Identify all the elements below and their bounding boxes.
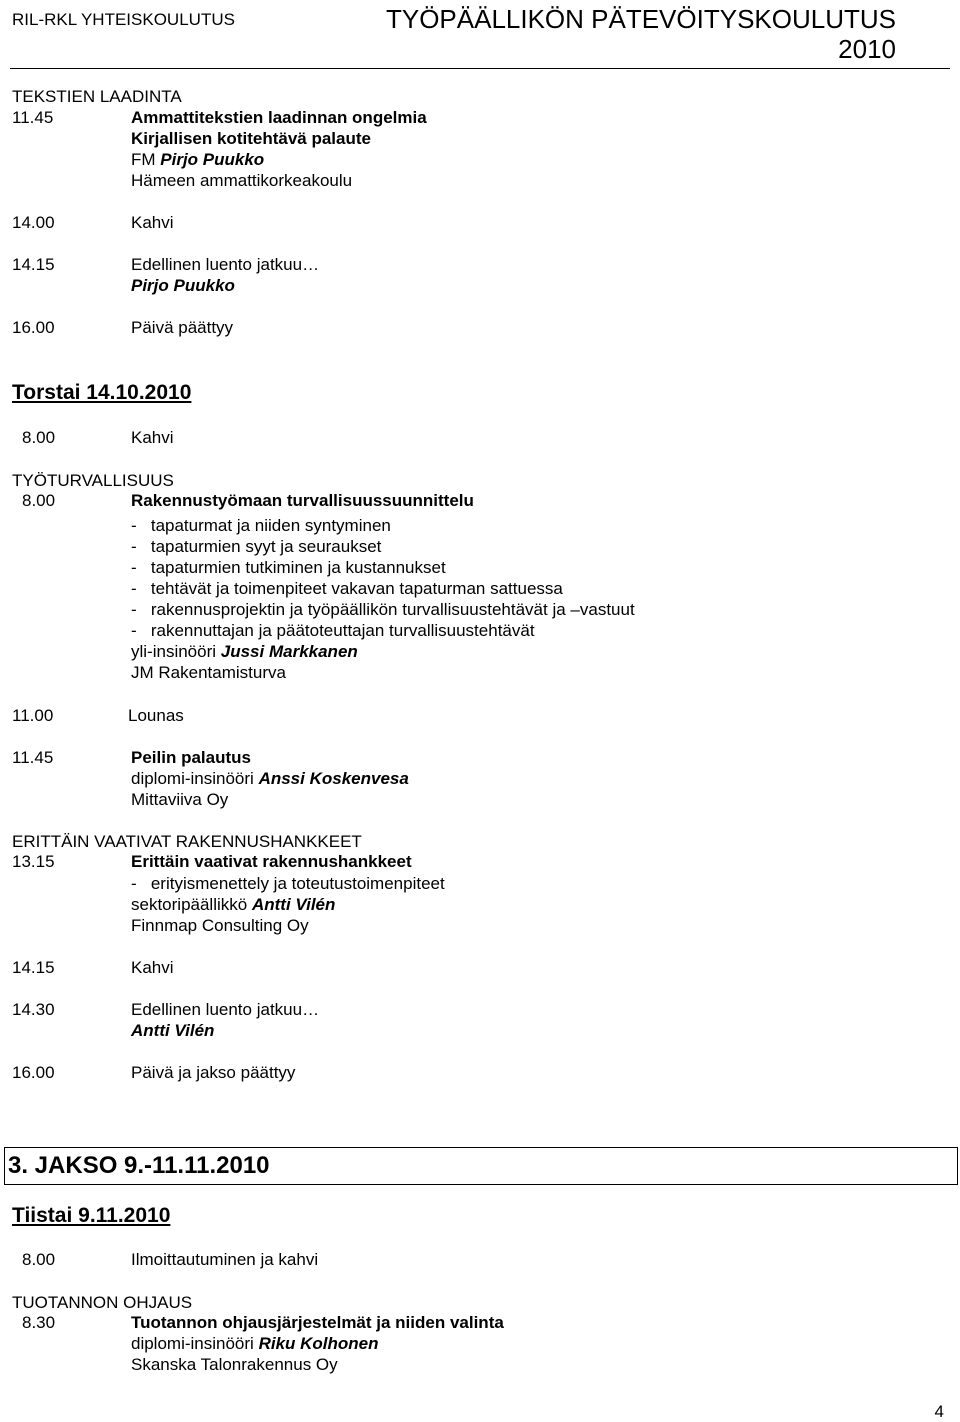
speaker-name: Pirjo Puukko [160, 150, 265, 169]
time-1600: 16.00 [12, 1063, 55, 1082]
time-830: 8.30 [22, 1313, 56, 1332]
section-tuotannon-ohjaus: TUOTANNON OHJAUS [12, 1293, 193, 1312]
agenda-item: Lounas [128, 706, 184, 725]
speaker-line [131, 149, 264, 170]
bullet-item: - tapaturmien tutkiminen ja kustannukset [131, 558, 446, 577]
agenda-item: Ilmoittautuminen ja kahvi [131, 1250, 319, 1269]
day-heading: Tiistai 9.11.2010 [12, 1204, 171, 1227]
speaker-name: Anssi Koskenvesa [258, 769, 409, 788]
speaker-name: Jussi Markkanen [220, 642, 358, 661]
speaker-org: JM Rakentamisturva [131, 663, 286, 682]
time-1415: 14.15 [12, 255, 55, 274]
section-tyoturvallisuus: TYÖTURVALLISUUS [12, 471, 174, 490]
agenda-item: Kahvi [131, 213, 174, 232]
time-1145: 11.45 [12, 108, 54, 127]
jakso-heading: 3. JAKSO 9.-11.11.2010 [8, 1152, 270, 1179]
speaker-line [131, 641, 358, 662]
header-title: TYÖPÄÄLLIKÖN PÄTEVÖITYSKOULUTUS [385, 4, 896, 34]
session-title: Rakennustyömaan turvallisuussuunnittelu [131, 491, 474, 510]
agenda-item: Päivä ja jakso päättyy [131, 1063, 296, 1082]
header-year: 2010 [838, 34, 896, 64]
time-1315: 13.15 [12, 852, 55, 871]
bullet-item: - rakennusprojektin ja työpäällikön turvallisuustehtävät ja –vastuut [131, 600, 635, 619]
speaker-org: Mittaviiva Oy [131, 790, 229, 809]
time-1400: 14.00 [12, 213, 55, 232]
speaker-name: Antti Vilén [131, 1021, 215, 1040]
speaker-org: Skanska Talonrakennus Oy [131, 1355, 338, 1374]
day-heading: Torstai 14.10.2010 [12, 381, 192, 404]
session-title: Kirjallisen kotitehtävä palaute [131, 129, 371, 148]
bullet-item: - rakennuttajan ja päätoteuttajan turvallisuustehtävät [131, 621, 535, 640]
page-number: 4 [934, 1402, 944, 1421]
agenda-item: Edellinen luento jatkuu… [131, 255, 320, 274]
time-1145: 11.45 [12, 748, 54, 767]
agenda-item: Kahvi [131, 958, 174, 977]
time-800: 8.00 [22, 1250, 56, 1269]
bullet-item: - tehtävät ja toimenpiteet vakavan tapaturman sattuessa [131, 579, 563, 598]
speaker-org: Hämeen ammattikorkeakoulu [131, 171, 353, 190]
header-left: RIL-RKL YHTEISKOULUTUS [12, 10, 235, 29]
time-1600: 16.00 [12, 318, 55, 337]
section-vaativat-hankkeet: ERITTÄIN VAATIVAT RAKENNUSHANKKEET [12, 832, 362, 851]
speaker-prefix: yli-insinööri [131, 642, 217, 661]
agenda-item: Kahvi [131, 428, 174, 447]
speaker-name: Pirjo Puukko [131, 276, 235, 295]
time-800: 8.00 [22, 491, 56, 510]
speaker-prefix: FM [131, 150, 156, 169]
session-title: Ammattitekstien laadinnan ongelmia [131, 108, 427, 127]
speaker-org: Finnmap Consulting Oy [131, 916, 309, 935]
speaker-line [131, 1333, 379, 1354]
time-800: 8.00 [22, 428, 56, 447]
time-1430: 14.30 [12, 1000, 55, 1019]
speaker-prefix: diplomi-insinööri [131, 769, 254, 788]
header-rule [10, 68, 950, 69]
speaker-name: Riku Kolhonen [258, 1334, 379, 1353]
speaker-name: Antti Vilén [251, 895, 336, 914]
speaker-line [131, 768, 409, 789]
session-title: Erittäin vaativat rakennushankkeet [131, 852, 412, 871]
section-tekstien-laadinta: TEKSTIEN LAADINTA [12, 87, 182, 106]
speaker-line [131, 894, 335, 915]
time-1415: 14.15 [12, 958, 55, 977]
speaker-prefix: diplomi-insinööri [131, 1334, 254, 1353]
session-title: Tuotannon ohjausjärjestelmät ja niiden valinta [131, 1313, 504, 1332]
bullet-item: - tapaturmat ja niiden syntyminen [131, 516, 391, 535]
agenda-item: Edellinen luento jatkuu… [131, 1000, 320, 1019]
session-title: Peilin palautus [131, 748, 251, 767]
speaker-prefix: sektoripäällikkö [131, 895, 248, 914]
bullet-item: - erityismenettely ja toteutustoimenpiteet [131, 874, 445, 893]
agenda-item: Päivä päättyy [131, 318, 234, 337]
bullet-item: - tapaturmien syyt ja seuraukset [131, 537, 382, 556]
time-1100: 11.00 [12, 706, 54, 725]
